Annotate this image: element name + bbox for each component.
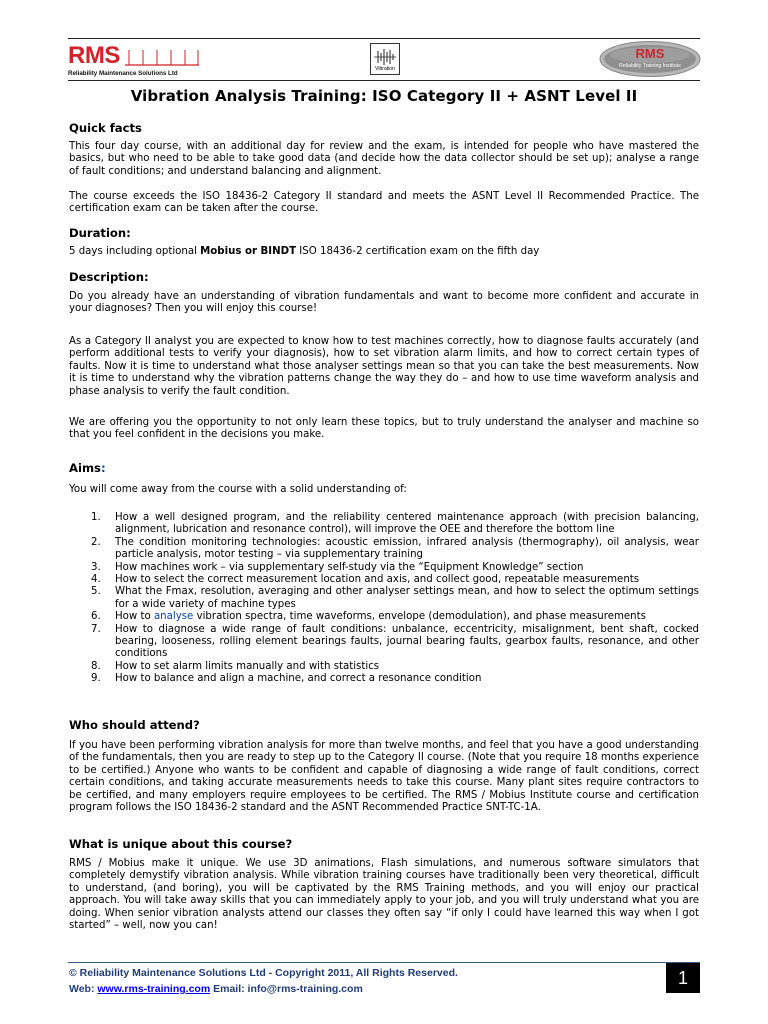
rms-logo-bars-icon (125, 48, 199, 66)
footer-copyright: © Reliability Maintenance Solutions Ltd - Copyright 2011, All Rights Reserved. (69, 967, 458, 979)
duration-text (69, 246, 699, 258)
quick-facts-paragraph-1: This four day course, with an additional day for review and the exam, is intended for people who have mastered the basics, but who need to be able to take good data (and decide how the data collector should be set up); analyse a range of fault conditions; and understand balancing and alignment. (69, 141, 699, 177)
page-title: Vibration Analysis Training: ISO Category II + ASNT Level II (130, 87, 638, 105)
aims-heading (69, 461, 106, 475)
footer-rule (68, 962, 700, 963)
rms-logo-text: RMS (68, 42, 120, 69)
vibration-wave-icon (371, 47, 399, 67)
aims-intro: You will come away from the course with a solid understanding of: (69, 484, 407, 495)
list-item-text: How to select the correct measurement location and axis, and collect good, repeatable measurements (115, 574, 640, 586)
description-paragraph-1: Do you already have an understanding of vibration fundamentals and want to become more confident and accurate in your diagnoses? Then you will enjoy this course! (69, 291, 699, 315)
rms-badge-text: RMS (635, 46, 665, 61)
header-top-rule (68, 38, 700, 39)
unique-heading: What is unique about this course? (69, 837, 293, 851)
list-item-number: 8. (91, 660, 101, 672)
analyse-link[interactable]: analyse (153, 611, 194, 623)
list-item (69, 673, 699, 685)
list-item-number: 1. (91, 512, 101, 523)
duration-text-pre: 5 days including optional (69, 246, 201, 257)
who-should-attend-heading: Who should attend? (69, 718, 200, 732)
list-item-text: The condition monitoring technologies: acoustic emission, infrared analysis (thermography), oil analysis, wear particle analysis, motor testing – via supplementary training (115, 536, 699, 561)
list-item-text: How to balance and align a machine, and correct a resonance condition (115, 673, 482, 685)
who-should-attend-paragraph: If you have been performing vibration analysis for more than twelve months, and feel that you have a good understanding of the fundamentals, then you are ready to step up to the Category II course. (Note that you require 18 months experience to be certified.) Anyone who wants to be confident and capable of diagnosing a wide range of fault conditions, correct certain conditions, and taking accurate measurements needs to take this course. Many plant sites require contractors to be certified, and many employers require employees to be certified. The RMS / Mobius Institute course and certification program follows the ISO 18436-2 standard and the ASNT Recommended Practice SNT-TC-1A. (69, 740, 699, 814)
list-item-text: How a well designed program, and the reliability centered maintenance approach (with precision balancing, alignment, lubrication and resonance control), will improve the OEE and therefore the bottom line (115, 512, 699, 536)
unique-paragraph: RMS / Mobius make it unique. We use 3D animations, Flash simulations, and numerous software simulators that completely demystify vibration analysis. While vibration training courses have traditionally been very theoretical, difficult to understand, (and boring), you will be captivated by the RMS Training methods, and you will enjoy our practical approach. You will take away skills that you can immediately apply to your job, and you will truly understand what you are doing. When senior vibration analysts attend our classes they often say “if only I could have learned this way when I got started” – well, now you can! (69, 858, 699, 932)
quick-facts-heading: Quick facts (69, 121, 142, 135)
list-item-number: 9. (91, 673, 101, 685)
aims-list (69, 512, 699, 686)
rms-logo-subtitle: Reliability Maintenance Solutions Ltd (68, 70, 178, 77)
footer-web-label: Web: (69, 983, 98, 995)
vibration-logo (370, 43, 400, 75)
aims-heading-colon: : (100, 461, 106, 475)
list-item-number: 6. (91, 611, 101, 623)
list-item-number: 5. (91, 586, 101, 598)
quick-facts-paragraph-2: The course exceeds the ISO 18436-2 Category II standard and meets the ASNT Level II Recommended Practice. The certification exam can be taken after the course. (69, 191, 699, 215)
rms-training-institute-logo (598, 40, 702, 78)
list-item (69, 611, 699, 623)
description-heading: Description: (69, 270, 149, 284)
duration-text-post: ISO 18436-2 certification exam on the fifth day (296, 246, 540, 257)
page-number: 1 (666, 963, 700, 993)
duration-text-bold: Mobius or BINDT (200, 246, 297, 257)
list-item (69, 586, 699, 611)
footer-contact (69, 983, 363, 995)
list-item (69, 512, 699, 537)
list-item (69, 537, 699, 562)
list-item (69, 624, 699, 661)
footer-email: Email: info@rms-training.com (210, 983, 363, 995)
list-item (69, 661, 699, 673)
list-item-number: 3. (91, 561, 101, 573)
rms-logo (68, 44, 198, 78)
aims-heading-text: Aims (69, 461, 101, 475)
list-item-number: 7. (91, 623, 101, 635)
list-item (69, 562, 699, 574)
list-item-text-pre: How to (115, 611, 154, 623)
rms-badge-subtitle: Reliability Training Institute (619, 63, 681, 69)
duration-heading: Duration: (69, 226, 131, 240)
vibration-logo-caption: Vibration (375, 66, 395, 72)
list-item-text: How machines work – via supplementary self-study via the “Equipment Knowledge” section (115, 561, 584, 573)
list-item-text: How to set alarm limits manually and with statistics (115, 660, 380, 672)
description-paragraph-2: As a Category II analyst you are expected to know how to test machines correctly, how to diagnose faults accurately (and perform additional tests to verify your diagnosis), how to set vibration alarm limits, and how to correct certain types of faults. Now it is time to understand what those analyser settings mean so that you can take the best measurements. Now it is time to understand why the vibration patterns change the way they do – and how to use time waveform analysis and phase analysis to verify the fault condition. (69, 336, 699, 397)
list-item-number: 2. (91, 536, 101, 548)
rms-ellipse-badge-icon (598, 40, 702, 78)
header-bottom-rule (68, 80, 700, 81)
list-item-number: 4. (91, 574, 101, 586)
website-link[interactable]: www.rms-training.com (97, 983, 211, 995)
description-paragraph-3: We are offering you the opportunity to not only learn these topics, but to truly understand the analyser and machine so that you feel confident in the decisions you make. (69, 417, 699, 441)
list-item-text: How to diagnose a wide range of fault conditions: unbalance, eccentricity, misalignment, bent shaft, cocked bearing, looseness, rolling element bearings faults, journal bearing faults, gearbox faults, resonance, and other conditions (115, 623, 699, 660)
list-item-text: What the Fmax, resolution, averaging and other analyser settings mean, and how to select the optimum settings for a wide variety of machine types (115, 586, 699, 610)
list-item-text-post: vibration spectra, time waveforms, envelope (demodulation), and phase measurements (193, 611, 646, 623)
list-item (69, 574, 699, 586)
